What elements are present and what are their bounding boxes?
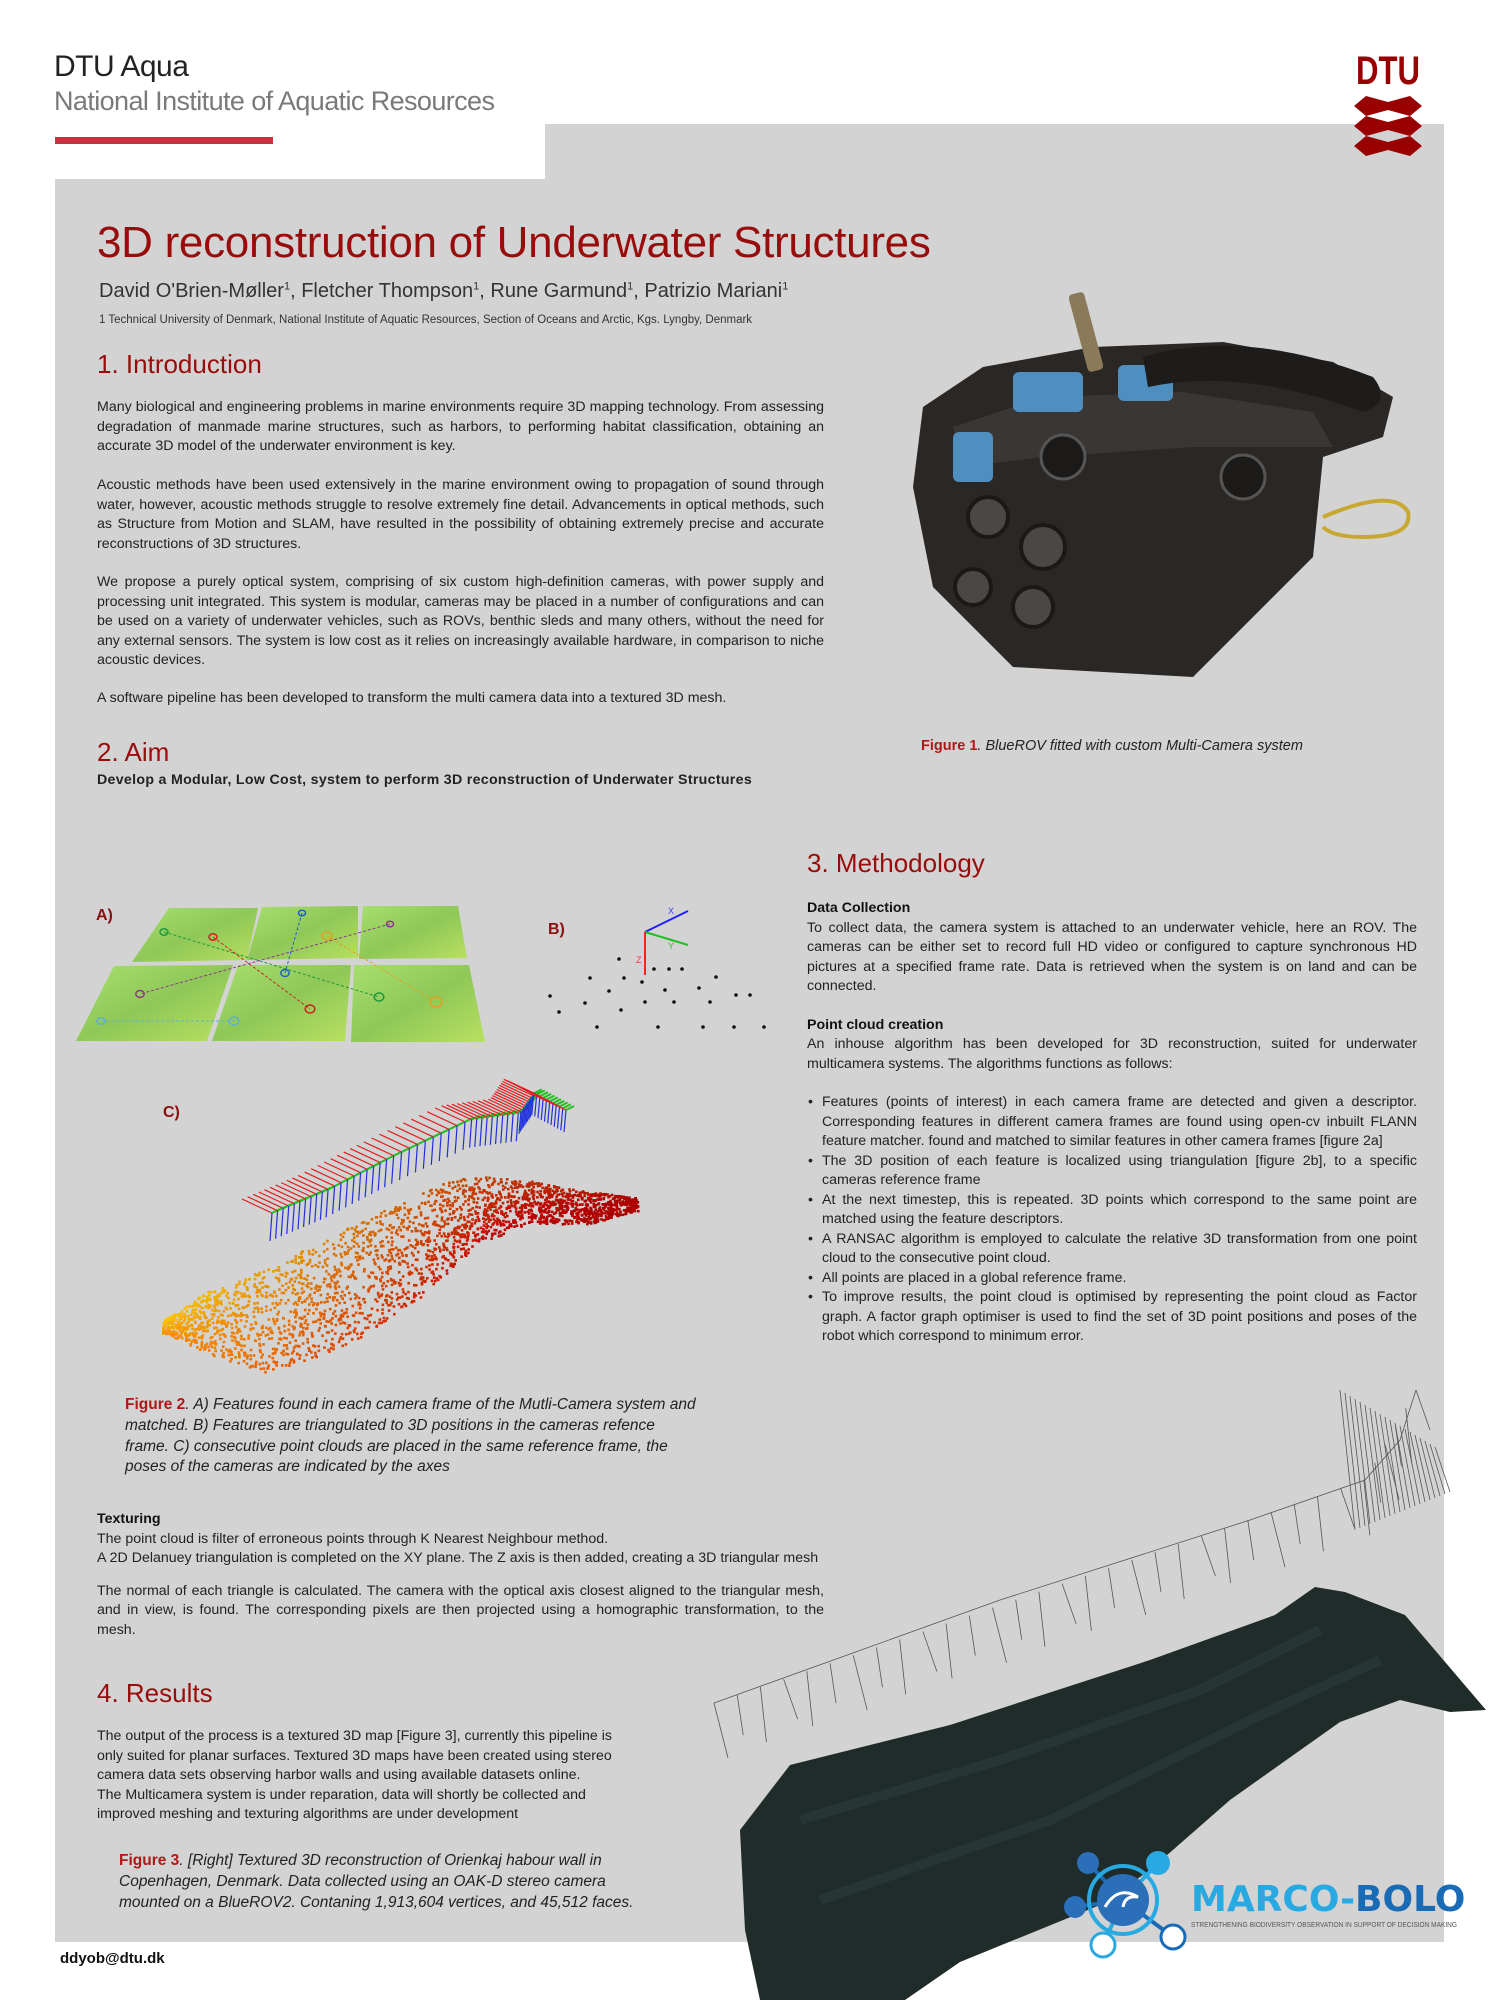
contact-email[interactable]: ddyob@dtu.dk <box>60 1950 165 1967</box>
trajectory-tick <box>1225 1528 1231 1583</box>
author: Fletcher Thompson <box>301 280 474 302</box>
list-item: • At the next timestep, this is repeated. 3D points which correspond to the same point are matched using the feature descriptors. <box>822 1191 1417 1230</box>
axis-x-label: X <box>668 906 675 916</box>
trajectory-tick <box>1155 1552 1161 1592</box>
author-affiliation-mark: 1 <box>782 280 789 293</box>
trajectory-tick <box>1109 1568 1115 1608</box>
axis-z-label: Z <box>636 955 642 965</box>
poster-title: 3D reconstruction of Underwater Structures <box>97 218 931 267</box>
trajectory-tick <box>876 1647 882 1687</box>
list-item: • A RANSAC algorithm is employed to calculate the relative 3D transformation from one point cloud to the consecutive point cloud. <box>822 1230 1417 1269</box>
list-item: • Features (points of interest) in each camera frame are detected and given a descriptor. Corresponding features in different camera frames are found using open-cv inbuilt FLANN feature matcher. found and matched to similar features in other camera frames [figure 2a] <box>822 1093 1417 1152</box>
list-item: • To improve results, the point cloud is optimised by representing the point cloud as Factor graph. A factor graph optimiser is used to find the set of 3D point positions and poses of the robot which correspond to minimum error. <box>822 1288 1417 1347</box>
caption-line <box>125 1395 696 1416</box>
author-separator: , <box>290 280 302 302</box>
trajectory-tick <box>760 1687 766 1742</box>
marco-bolo-name-part1: MARCO- <box>1191 1879 1356 1920</box>
results-heading: 4. Results <box>97 1678 213 1708</box>
caption-text: . [Right] Textured 3D reconstruction of Orienkaj habour wall in <box>179 1852 602 1869</box>
marco-bolo-tagline: STRENGTHENING BIODIVERSITY OBSERVATION IN SUPPORT OF DECISION MAKING <box>1191 1922 1457 1929</box>
point-cloud-heading: Point cloud creation <box>807 1016 944 1033</box>
trajectory-tick <box>1039 1592 1045 1647</box>
trajectory-tick <box>993 1608 1007 1663</box>
figure3-label: Figure 3 <box>119 1852 180 1869</box>
figure1-caption-text: . BlueROV fitted with custom Multi-Camera system <box>977 738 1303 754</box>
author-affiliation-mark: 1 <box>473 280 480 293</box>
panel-c-label: C) <box>163 1104 180 1121</box>
trajectory-tick <box>1364 1480 1370 1535</box>
trajectory-tick <box>737 1695 743 1735</box>
org-name: DTU Aqua <box>54 50 189 83</box>
dtu-logo-mark-2 <box>1354 116 1422 136</box>
author-affiliation-mark: 1 <box>627 280 634 293</box>
trajectory-tick <box>969 1616 975 1656</box>
trajectory-tick <box>946 1623 952 1678</box>
results-line: The output of the process is a textured 3D map [Figure 3], currently this pipeline is <box>97 1728 612 1744</box>
trajectory-tick <box>1317 1496 1323 1551</box>
list-item: • All points are placed in a global reference frame. <box>822 1269 1417 1289</box>
org-subtitle: National Institute of Aquatic Resources <box>54 86 495 116</box>
texturing-text: A 2D Delanuey triangulation is completed on the XY plane. The Z axis is then added, creating a 3D triangular mesh <box>97 1550 819 1566</box>
intro-paragraph: Acoustic methods have been used extensively in the marine environment owing to propagation of sound through water, however, acoustic methods struggle to resolve extremely fine detail. Advancements in optical methods, such as Structure from Motion and SLAM, have resulted in the possibility of obtaining extremely precise and accurate reconstructions of 3D structures. <box>97 477 824 552</box>
intro-paragraph: A software pipeline has been developed to transform the multi camera data into a textured 3D mesh. <box>97 690 727 706</box>
panel-a-label: A) <box>96 907 113 924</box>
caption-line: frame. C) consecutive point clouds are placed in the same reference frame, the <box>125 1437 668 1455</box>
texturing-text: The normal of each triangle is calculated. The camera with the optical axis closest aligned to the triangular mesh, and in view, is found. The corresponding pixels are then projected using a homographic transformation, to the mesh. <box>97 1582 824 1638</box>
author-list <box>99 280 788 303</box>
trajectory-tick <box>1085 1576 1091 1631</box>
panel-b-label: B) <box>548 921 565 938</box>
marco-bolo-name-part2: BOLO <box>1355 1879 1466 1920</box>
trajectory-tick <box>1271 1512 1285 1567</box>
axis-y-label: Y <box>668 941 675 951</box>
data-collection-text: To collect data, the camera system is attached to an underwater vehicle, here an ROV. The cameras can be either set to record full HD video or configured to capture synchronous HD pictures at a specified frame rate. Data is retrieved when the system is on land and can be connected. <box>807 919 1417 994</box>
caption-text: . A) Features found in each camera frame of the Mutli-Camera system and <box>185 1396 696 1413</box>
marco-bolo-name <box>1191 1879 1465 1920</box>
trajectory-tick <box>1201 1536 1215 1576</box>
trajectory-tick <box>807 1671 813 1726</box>
results-line: camera data sets observing harbor walls and using available datasets online. <box>97 1767 581 1783</box>
texturing-heading: Texturing <box>97 1511 161 1527</box>
trajectory-tick <box>830 1663 836 1703</box>
caption-line: Copenhagen, Denmark. Data collected using an OAK-D stereo camera <box>119 1872 606 1890</box>
author-affiliation-mark: 1 <box>283 280 291 293</box>
point-cloud-steps <box>807 1093 1417 1347</box>
results-text <box>97 1727 612 1825</box>
trajectory-tick <box>900 1639 906 1694</box>
trajectory-tick <box>1178 1544 1184 1599</box>
trajectory-tick <box>714 1703 728 1758</box>
affiliation: 1 Technical University of Denmark, National Institute of Aquatic Resources, Section of Oceans and Arctic, Kgs. Lyngby, Denmark <box>99 314 753 326</box>
dtu-logo-mark-3 <box>1354 136 1422 156</box>
aim-heading: 2. Aim <box>97 737 170 767</box>
author: Patrizio Mariani <box>644 280 783 302</box>
trajectory-tick <box>1132 1560 1146 1615</box>
trajectory-tick <box>1062 1584 1076 1624</box>
caption-line: mounted on a BlueROV2. Contaning 1,913,604 vertices, and 45,512 faces. <box>119 1893 634 1911</box>
marco-bolo-emblem <box>1064 1851 1185 1957</box>
figure2-label: Figure 2 <box>125 1396 186 1413</box>
aim-text: Develop a Modular, Low Cost, system to perform 3D reconstruction of Underwater Structures <box>97 772 753 788</box>
figure3-caption <box>119 1851 633 1913</box>
marco-bolo-logo <box>1063 1845 1466 1965</box>
dtu-logo-mark-1 <box>1354 96 1422 116</box>
trajectory-tick <box>853 1655 867 1710</box>
results-line: only suited for planar surfaces. Textured 3D maps have been created using stereo <box>97 1747 612 1764</box>
figure1-label: Figure 1 <box>921 738 978 754</box>
introduction-heading: 1. Introduction <box>97 349 262 379</box>
header-accent-bar <box>55 137 273 144</box>
author: Rune Garmund <box>490 280 628 302</box>
figure1-rov-image <box>893 287 1416 695</box>
trajectory-tick <box>784 1679 798 1719</box>
trajectory-tick <box>1416 1390 1430 1430</box>
intro-paragraph: We propose a purely optical system, comprising of six custom high-definition cameras, with power supply and processing unit integrated. This system is modular, cameras may be placed in a number of configurations and can be used on a variety of underwater vehicles, such as ROVs, benthic sleds and many others, without the need for any external sensors. The system is low cost as it relies on increasingly available hardware, in comparison to niche acoustic devices. <box>97 574 824 668</box>
results-line: The Multicamera system is under reparation, data will shortly be collected and <box>97 1786 586 1803</box>
trajectory-tick <box>1294 1504 1300 1544</box>
trajectory-tick <box>923 1631 937 1671</box>
dtu-logo-text: DTU <box>1356 49 1420 93</box>
author-separator: , <box>479 280 491 302</box>
list-item: • The 3D position of each feature is localized using triangulation [figure 2b], to a specific cameras reference frame <box>822 1152 1417 1191</box>
methodology-body <box>807 899 1417 1347</box>
caption-line: poses of the cameras are indicated by the axes <box>125 1458 450 1476</box>
trajectory-tick <box>1248 1520 1254 1560</box>
dtu-logo <box>1352 42 1424 158</box>
results-line: improved meshing and texturing algorithms are under development <box>97 1806 519 1822</box>
intro-paragraph: Many biological and engineering problems in marine environments require 3D mapping technology. From assessing degradation of manmade marine structures, such as harbors, to performing habitat classification, obtaining an accurate 3D model of the underwater environment is key. <box>97 399 824 454</box>
caption-line: matched. B) Features are triangulated to 3D positions in the cameras refence <box>125 1416 655 1434</box>
trajectory-tick <box>1016 1600 1022 1640</box>
texturing-text: The point cloud is filter of erroneous points through K Nearest Neighbour method. <box>97 1530 609 1547</box>
figure2-caption <box>125 1395 696 1478</box>
author-separator: , <box>633 280 645 302</box>
author: David O'Brien-Møller <box>99 280 284 302</box>
figure1-caption <box>921 736 1303 757</box>
texturing-section <box>97 1510 824 1640</box>
data-collection-heading: Data Collection <box>807 900 911 916</box>
point-cloud-text: An inhouse algorithm has been developed for 3D reconstruction, suited for underwater multicamera systems. The algorithms functions as follows: <box>807 1036 1417 1072</box>
methodology-heading: 3. Methodology <box>807 848 985 878</box>
caption-line <box>119 1851 633 1872</box>
